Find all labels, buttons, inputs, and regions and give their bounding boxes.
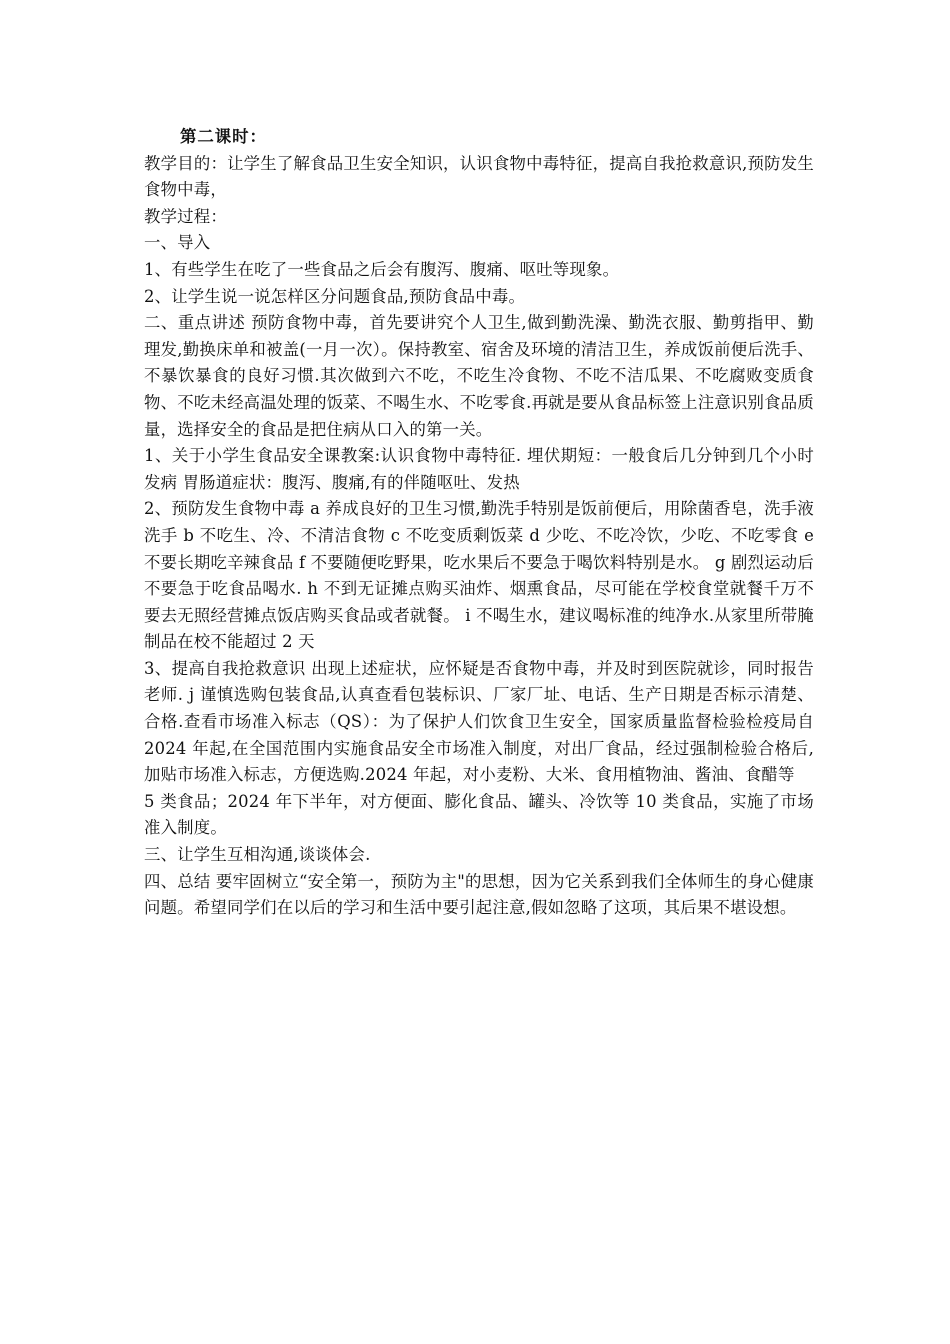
section-discussion: 三、让学生互相沟通,谈谈体会.	[144, 845, 371, 865]
key-point-1: 1、关于小学生食品安全课教案:认识食物中毒特征. 埋伏期短：一般食后几分钟到几个小时发病 胃肠道症状：腹泻、腹痛,有的伴随呕吐、发热	[144, 446, 814, 492]
section-key-points: 二、重点讲述 预防食物中毒，首先要讲究个人卫生,做到勤洗澡、勤洗衣服、勤剪指甲、勤理发,勤换床单和被盖(一月一次）。保持教室、宿舍及环境的清洁卫生，养成饭前便后洗手、不暴饮暴食的良好习惯.其次做到六不吃，不吃生冷食物、不吃不洁瓜果、不吃腐败变质食物、不吃未经高温处理的饭菜、不喝生水、不吃零食.再就是要从食品标签上注意识别食品质量，选择安全的食品是把住病从口入的第一关。	[144, 313, 814, 439]
teaching-process-heading: 教学过程：	[144, 206, 227, 226]
key-point-3: 3、提高自我抢救意识 出现上述症状，应怀疑是否食物中毒，并及时到医院就诊，同时报告老师. j 谨慎选购包装食品,认真查看包装标识、厂家厂址、电话、生产日期是否标示清楚、合格.查看市场准入标志（QS）：为了保护人们饮食卫生安全，国家质量监督检验检疫局自 2024 年起,在全国范围内实施食品安全市场准入制度，对出厂食品，经过强制检验合格后,加贴市场准入标志，方便选购.2024 年起，对小麦粉、大米、食用植物油、酱油、食醋等	[144, 658, 814, 785]
document-page	[144, 124, 814, 922]
section-intro-heading: 一、导入	[144, 233, 211, 253]
section-summary: 四、总结 要牢固树立“安全第一，预防为主"的思想，因为它关系到我们全体师生的身心健康问题。希望同学们在以后的学习和生活中要引起注意,假如忽略了这项，其后果不堪设想。	[144, 871, 814, 918]
teaching-purpose: 教学目的：让学生了解食品卫生安全知识，认识食物中毒特征，提高自我抢救意识,预防发生食物中毒，	[144, 153, 814, 200]
lesson-title: 第二课时：	[180, 127, 267, 146]
key-point-3-continued: 5 类食品；2024 年下半年，对方便面、膨化食品、罐头、冷饮等 10 类食品，实施了市场准入制度。	[144, 791, 814, 838]
intro-item-1: 1、有些学生在吃了一些食品之后会有腹泻、腹痛、呕吐等现象。	[144, 259, 620, 279]
key-point-2: 2、预防发生食物中毒 a 养成良好的卫生习惯,勤洗手特别是饭前便后，用除菌香皂，洗手液洗手 b 不吃生、冷、不清洁食物 c 不吃变质剩饭菜 d 少吃、不吃冷饮，少吃、不吃零食 e 不要长期吃辛辣食品 f 不要随便吃野果，吃水果后不要急于喝饮料特别是水。 g 剧烈运动后不要急于吃食品喝水. h 不到无证摊点购买油炸、烟熏食品，尽可能在学校食堂就餐千万不要去无照经营摊点饭店购买食品或者就餐。 i 不喝生水，建议喝标准的纯净水.从家里所带腌制品在校不能超过 2 天	[144, 499, 814, 652]
intro-item-2: 2、让学生说一说怎样区分问题食品,预防食品中毒。	[144, 286, 526, 306]
